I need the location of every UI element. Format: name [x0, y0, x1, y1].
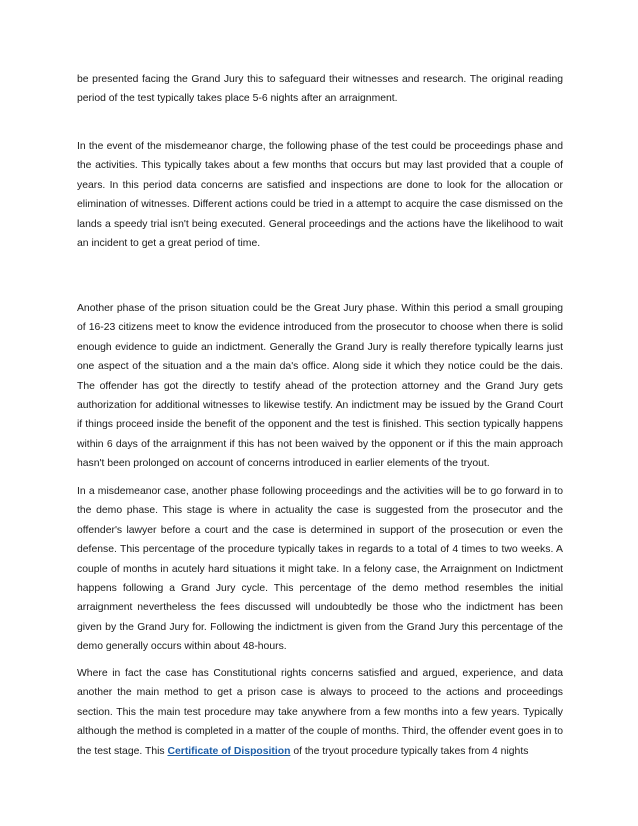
paragraph-text-after-link: of the tryout procedure typically takes from 4 nights [290, 745, 529, 757]
paragraph: In a misdemeanor case, another phase following proceedings and the activities will be to go forward in to the demo phase. This stage is where in actuality the case is suggested from the prosecutor and the offender's lawyer before a court and the case is determined in support of the prosecution or even the defense. This percentage of the procedure typically takes in regards to a total of 4 times to two weeks. A couple of months in acutely hard situations it might take. In a felony case, the Arraignment on Indictment happens following a Grand Jury cycle. This percentage of the demo method resembles the initial arraignment nevertheless the fees discussed will undoubtedly be those who the indictment has been given by the Grand Jury for. Following the indictment is given from the Grand Jury this percentage of the demo generally occurs within about 48-hours. [77, 486, 563, 653]
certificate-of-disposition-link[interactable]: Certificate of Disposition [167, 745, 291, 757]
paragraph [77, 664, 563, 761]
paragraph-text-before-link: Where in fact the case has Constitutional rights concerns satisfied and argued, experience, and data another the main method to get a prison case is always to proceed to the actions and proceedings section. This the main test procedure may take anywhere from a few months into a few years. Typically although the method is completed in a matter of the couple of months. Third, the offender event goes in to the test stage. This [77, 668, 563, 757]
paragraph: Another phase of the prison situation could be the Great Jury phase. Within this period a small grouping of 16-23 citizens meet to know the evidence introduced from the prosecutor to choose when there is solid enough evidence to guide an indictment. Generally the Grand Jury is really therefore typically learns just one aspect of the situation and a the main da's office. Along side it which they notice could be the dais. The offender has got the directly to testify ahead of the protection attorney and the Grand Jury gets authorization for additional witnesses to likewise testify. An indictment may be issued by the Grand Court if things proceed inside the benefit of the opponent and the test is finished. This section typically happens within 6 days of the arraignment if this has not been waived by the opponent or if this the main approach hasn't been prolonged on account of concerns introduced in earlier elements of the tryout. [77, 303, 563, 470]
paragraph: In the event of the misdemeanor charge, the following phase of the test could be proceedings phase and the activities. This typically takes about a few months that occurs but may last provided that a couple of years. In this period data concerns are satisfied and inspections are done to look for the allocation or elimination of witnesses. Different actions could be tried in a attempt to acquire the case dismissed on the lands a speedy trial isn't being executed. General proceedings and the actions have the likelihood to wait an incident to get a great period of time. [77, 141, 563, 250]
paragraph: be presented facing the Grand Jury this to safeguard their witnesses and research. The original reading period of the test typically takes place 5-6 nights after an arraignment. [77, 74, 563, 105]
